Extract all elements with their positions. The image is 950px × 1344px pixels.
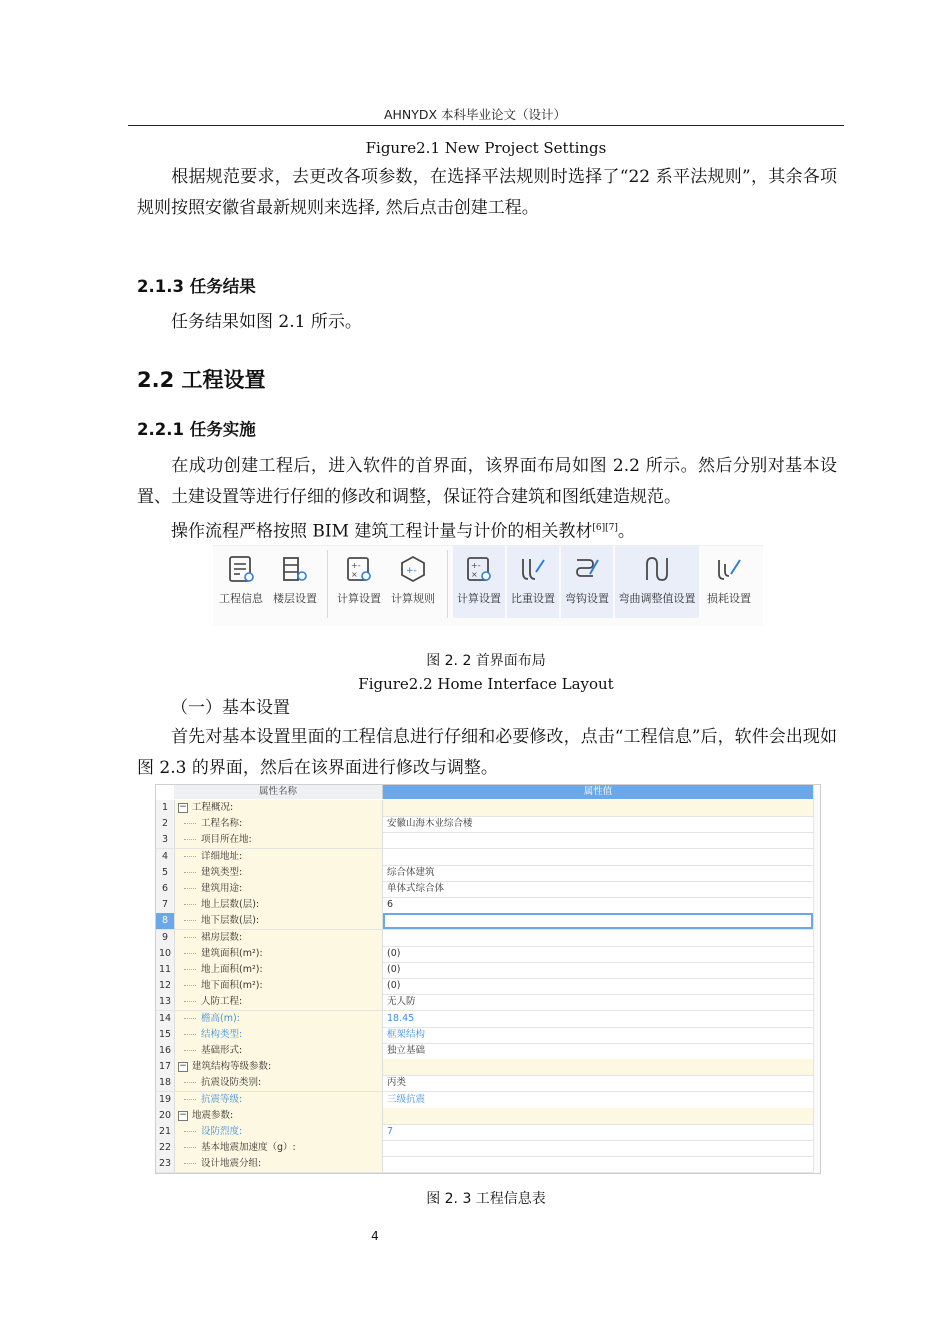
tree-line xyxy=(184,1050,196,1051)
property-value: 框架结构 xyxy=(387,1028,426,1040)
citation: [6][7] xyxy=(592,523,618,533)
property-name-cell xyxy=(175,800,383,816)
property-value-cell[interactable] xyxy=(383,897,813,913)
tree-line xyxy=(184,872,196,873)
svg-text:×: × xyxy=(351,570,358,579)
property-name-cell xyxy=(175,1011,383,1027)
figure-2-2-caption-en: Figure2.2 Home Interface Layout xyxy=(358,675,614,693)
paragraph-1-text: 根据规范要求，去更改各项参数，在选择平法规则时选择了“22 系平法规则”，其余各项规则按照安徽省最新规则来选择, 然后点击创建工程。 xyxy=(137,167,837,218)
property-value-cell[interactable] xyxy=(383,1075,813,1091)
row-number: 6 xyxy=(156,881,175,897)
tree-line xyxy=(184,856,196,857)
collapse-icon[interactable]: − xyxy=(179,1109,187,1120)
table-row[interactable] xyxy=(156,946,820,963)
property-value: (0) xyxy=(387,947,401,959)
table-row[interactable] xyxy=(156,978,820,995)
property-value-cell[interactable] xyxy=(383,962,813,978)
tree-line xyxy=(184,920,196,921)
tool-label: 计算设置 xyxy=(337,592,381,605)
figure-2-3-caption-cn: 图 2. 3 工程信息表 xyxy=(426,1191,546,1207)
table-row[interactable] xyxy=(156,897,820,914)
table-row[interactable] xyxy=(156,1011,820,1028)
heading-2-2-1: 2.2.1 任务实施 xyxy=(137,420,256,439)
property-value: 三级抗震 xyxy=(387,1093,426,1105)
table-row[interactable] xyxy=(156,816,820,833)
property-name: 地震参数: xyxy=(192,1109,234,1121)
property-name-cell xyxy=(175,930,383,946)
table-row[interactable] xyxy=(156,962,820,979)
page-number: 4 xyxy=(371,1229,379,1243)
row-number: 12 xyxy=(156,978,175,994)
property-value-cell[interactable] xyxy=(383,800,813,816)
property-value-cell[interactable] xyxy=(383,1124,813,1140)
paragraph-6-text: 首先对基本设置里面的工程信息进行仔细和必要修改，点击“工程信息”后，软件会出现如图 2.3 的界面，然后在该界面进行修改与调整。 xyxy=(137,727,837,778)
row-number: 11 xyxy=(156,962,175,978)
property-name: 抗震设防类别: xyxy=(201,1077,262,1089)
table-row[interactable] xyxy=(156,881,820,898)
table-row[interactable] xyxy=(156,1027,820,1044)
property-value-cell[interactable] xyxy=(383,849,813,865)
property-value-cell[interactable] xyxy=(383,1156,813,1172)
property-name: 建筑类型: xyxy=(201,866,243,878)
property-name-cell xyxy=(175,1075,383,1091)
row-number: 9 xyxy=(156,930,175,946)
tool-calc-settings-2[interactable] xyxy=(453,546,505,618)
tree-line xyxy=(184,1001,196,1002)
tool-loss-settings[interactable] xyxy=(703,546,755,618)
row-number: 18 xyxy=(156,1075,175,1091)
property-name: 建筑用途: xyxy=(201,883,243,894)
tool-label: 损耗设置 xyxy=(707,592,751,605)
svg-text:+-: +- xyxy=(406,566,417,576)
property-value: 安徽山海木业综合楼 xyxy=(387,818,473,830)
svg-text:+-: +- xyxy=(471,561,481,570)
property-name: 基础形式: xyxy=(201,1045,243,1056)
paragraph-5-text: （一）基本设置 xyxy=(171,698,290,718)
property-value: (0) xyxy=(387,980,401,992)
property-name-cell xyxy=(175,1156,383,1172)
svg-text:×: × xyxy=(471,570,478,579)
floor-settings-icon xyxy=(280,554,310,584)
row-number: 16 xyxy=(156,1043,175,1059)
property-value-cell[interactable] xyxy=(383,1140,813,1156)
table-row[interactable] xyxy=(156,913,820,930)
property-name-cell xyxy=(175,1027,383,1043)
tree-line xyxy=(184,823,196,824)
paragraph-4 xyxy=(137,513,837,548)
figure-2-2-caption-cn: 图 2. 2 首界面布局 xyxy=(426,653,546,669)
toolbar-separator xyxy=(327,550,328,618)
property-value-cell[interactable] xyxy=(383,816,813,832)
row-number: 2 xyxy=(156,816,175,832)
table-row[interactable] xyxy=(156,1124,820,1141)
table-row[interactable] xyxy=(156,865,820,882)
property-name: 地上层数(层): xyxy=(201,899,260,911)
calc-rules-icon xyxy=(398,554,428,584)
tool-label: 弯曲调整值设置 xyxy=(618,592,696,605)
tree-line xyxy=(184,985,196,986)
density-icon xyxy=(518,554,548,584)
hook-icon xyxy=(572,554,602,584)
row-number: 21 xyxy=(156,1124,175,1140)
row-number: 5 xyxy=(156,865,175,881)
home-toolbar xyxy=(213,545,763,626)
bend-adjust-icon xyxy=(642,554,672,584)
property-value-cell[interactable] xyxy=(383,1027,813,1043)
property-value-cell[interactable] xyxy=(383,832,813,848)
property-name-cell xyxy=(175,1140,383,1156)
paragraph-3-text: 在成功创建工程后，进入软件的首界面，该界面布局如图 2.2 所示。然后分别对基本设置、土建设置等进行仔细的修改和调整，保证符合建筑和图纸建造规范。 xyxy=(137,456,837,507)
tool-density-settings[interactable] xyxy=(507,546,559,618)
property-value-cell[interactable] xyxy=(383,930,813,946)
page-header: AHNYDX 本科毕业论文（设计） xyxy=(383,107,567,122)
property-name-cell xyxy=(175,1108,383,1124)
tree-line xyxy=(184,839,196,840)
row-number: 19 xyxy=(156,1092,175,1108)
property-name: 裙房层数: xyxy=(201,931,243,943)
row-number: 13 xyxy=(156,994,175,1010)
paragraph-6 xyxy=(137,722,837,784)
tree-line xyxy=(184,953,196,954)
project-info-table xyxy=(155,784,821,1174)
property-name: 建筑面积(m²): xyxy=(201,947,263,959)
table-row[interactable] xyxy=(156,1075,820,1092)
property-value: 18.45 xyxy=(387,1012,415,1024)
tool-bend-adjust-settings[interactable] xyxy=(615,546,699,618)
tool-calc-settings[interactable] xyxy=(333,546,385,618)
property-name: 地下面积(m²): xyxy=(201,980,263,992)
tree-line xyxy=(184,937,196,938)
property-name: 地下层数(层): xyxy=(201,915,260,927)
property-name-cell xyxy=(175,881,383,897)
heading-2-1-3: 2.1.3 任务结果 xyxy=(137,277,256,296)
property-value: 独立基础 xyxy=(387,1045,426,1056)
header-rule xyxy=(128,125,844,126)
property-name: 人防工程: xyxy=(201,996,243,1008)
property-value-cell[interactable] xyxy=(383,1108,813,1124)
property-name-cell xyxy=(175,816,383,832)
property-value: 6 xyxy=(387,899,394,911)
paragraph-2-text: 任务结果如图 2.1 所示。 xyxy=(171,312,362,332)
tree-line xyxy=(184,1163,196,1164)
property-name: 设计地震分组: xyxy=(201,1158,262,1170)
svg-text:+-: +- xyxy=(351,561,361,570)
tool-label: 比重设置 xyxy=(511,592,555,605)
tree-line xyxy=(184,1147,196,1148)
row-number: 1 xyxy=(156,800,175,816)
row-number: 22 xyxy=(156,1140,175,1156)
property-value: 丙类 xyxy=(387,1077,407,1089)
property-name: 工程名称: xyxy=(201,818,243,830)
property-name: 基本地震加速度（g）: xyxy=(201,1142,296,1154)
project-info-icon xyxy=(226,554,256,584)
property-value-cell[interactable] xyxy=(383,1043,813,1059)
row-number: 23 xyxy=(156,1156,175,1172)
table-row[interactable] xyxy=(156,1156,820,1173)
property-name-cell xyxy=(175,1124,383,1140)
table-row[interactable] xyxy=(156,849,820,866)
property-name: 抗震等级: xyxy=(201,1093,243,1105)
property-name: 结构类型: xyxy=(201,1028,243,1040)
figure-2-1-caption: Figure2.1 New Project Settings xyxy=(365,139,607,157)
column-header-value: 属性值 xyxy=(383,785,813,799)
property-name: 建筑结构等级参数: xyxy=(192,1061,272,1073)
collapse-icon[interactable]: − xyxy=(179,1061,187,1072)
property-name-cell xyxy=(175,946,383,962)
row-number: 14 xyxy=(156,1011,175,1027)
column-header-name: 属性名称 xyxy=(174,785,383,799)
row-number: 4 xyxy=(156,849,175,865)
property-name: 详细地址: xyxy=(201,850,243,862)
property-name-cell xyxy=(175,832,383,848)
row-number: 10 xyxy=(156,946,175,962)
property-name: 地上面积(m²): xyxy=(201,964,263,975)
table-row[interactable] xyxy=(156,994,820,1011)
table-row[interactable] xyxy=(156,1140,820,1157)
tree-line xyxy=(184,1099,196,1100)
table-row[interactable] xyxy=(156,1059,820,1076)
table-row[interactable] xyxy=(156,832,820,849)
heading-2-2: 2.2 工程设置 xyxy=(137,368,266,392)
row-number: 17 xyxy=(156,1059,175,1075)
property-value-cell[interactable] xyxy=(383,994,813,1010)
property-name-cell xyxy=(175,849,383,865)
property-value-cell[interactable] xyxy=(383,1092,813,1108)
table-row[interactable] xyxy=(156,1108,820,1125)
property-name: 工程概况: xyxy=(192,802,234,813)
property-name-cell xyxy=(175,897,383,913)
paragraph-5 xyxy=(137,693,837,724)
row-number: 15 xyxy=(156,1027,175,1043)
tool-label: 计算设置 xyxy=(457,592,501,605)
tool-hook-settings[interactable] xyxy=(561,546,613,618)
row-number: 3 xyxy=(156,832,175,848)
loss-icon xyxy=(714,554,744,584)
property-value-cell[interactable] xyxy=(383,946,813,962)
property-value: 7 xyxy=(387,1126,394,1137)
tool-label: 楼层设置 xyxy=(273,592,317,605)
tree-line xyxy=(184,1131,196,1132)
row-number: 20 xyxy=(156,1108,175,1124)
paragraph-4-end: 。 xyxy=(617,521,635,542)
property-value: 单体式综合体 xyxy=(387,883,445,894)
row-number: 7 xyxy=(156,897,175,913)
collapse-icon[interactable]: − xyxy=(179,802,187,812)
vertical-scrollbar[interactable] xyxy=(813,785,820,1173)
table-row[interactable] xyxy=(156,1043,820,1060)
table-header xyxy=(156,785,820,799)
tool-project-info[interactable] xyxy=(215,546,267,618)
row-number: 8 xyxy=(156,913,175,929)
property-value: 无人防 xyxy=(387,996,416,1008)
property-value-cell[interactable] xyxy=(383,881,813,897)
tool-label: 计算规则 xyxy=(391,592,435,605)
property-value-cell[interactable] xyxy=(383,913,813,929)
property-value-cell[interactable] xyxy=(383,978,813,994)
property-name: 设防烈度: xyxy=(201,1126,243,1137)
property-name-cell xyxy=(175,978,383,994)
property-value: 综合体建筑 xyxy=(387,866,435,878)
paragraph-1 xyxy=(137,162,837,224)
paragraph-4-text: 操作流程严格按照 BIM 建筑工程计量与计价的相关教材 xyxy=(171,521,593,542)
table-row[interactable] xyxy=(156,1092,820,1109)
paragraph-2 xyxy=(137,307,837,338)
tree-line xyxy=(184,1034,196,1035)
tool-calc-rules[interactable] xyxy=(387,546,439,618)
property-name: 檐高(m): xyxy=(201,1012,240,1024)
tree-line xyxy=(184,888,196,889)
tree-line xyxy=(184,1082,196,1083)
paragraph-3 xyxy=(137,451,837,513)
tool-label: 工程信息 xyxy=(219,592,263,605)
tree-line xyxy=(184,904,196,905)
property-name-cell xyxy=(175,994,383,1010)
property-name-cell xyxy=(175,962,383,978)
property-name-cell xyxy=(175,1043,383,1059)
property-value-cell[interactable] xyxy=(383,865,813,881)
property-name-cell xyxy=(175,865,383,881)
calc-settings-icon xyxy=(464,554,494,584)
table-row[interactable] xyxy=(156,930,820,947)
property-name-cell xyxy=(175,1092,383,1108)
tree-line xyxy=(184,1018,196,1019)
tool-label: 弯钩设置 xyxy=(565,592,609,605)
toolbar-separator xyxy=(447,550,448,618)
property-value-cell[interactable] xyxy=(383,1059,813,1075)
tool-floor-settings[interactable] xyxy=(269,546,321,618)
property-name-cell xyxy=(175,913,383,929)
property-value-cell[interactable] xyxy=(383,1011,813,1027)
property-value: (0) xyxy=(387,964,401,975)
calc-settings-icon xyxy=(344,554,374,584)
property-name: 项目所在地: xyxy=(201,834,252,846)
property-name-cell xyxy=(175,1059,383,1075)
table-row[interactable] xyxy=(156,800,820,817)
tree-line xyxy=(184,969,196,970)
